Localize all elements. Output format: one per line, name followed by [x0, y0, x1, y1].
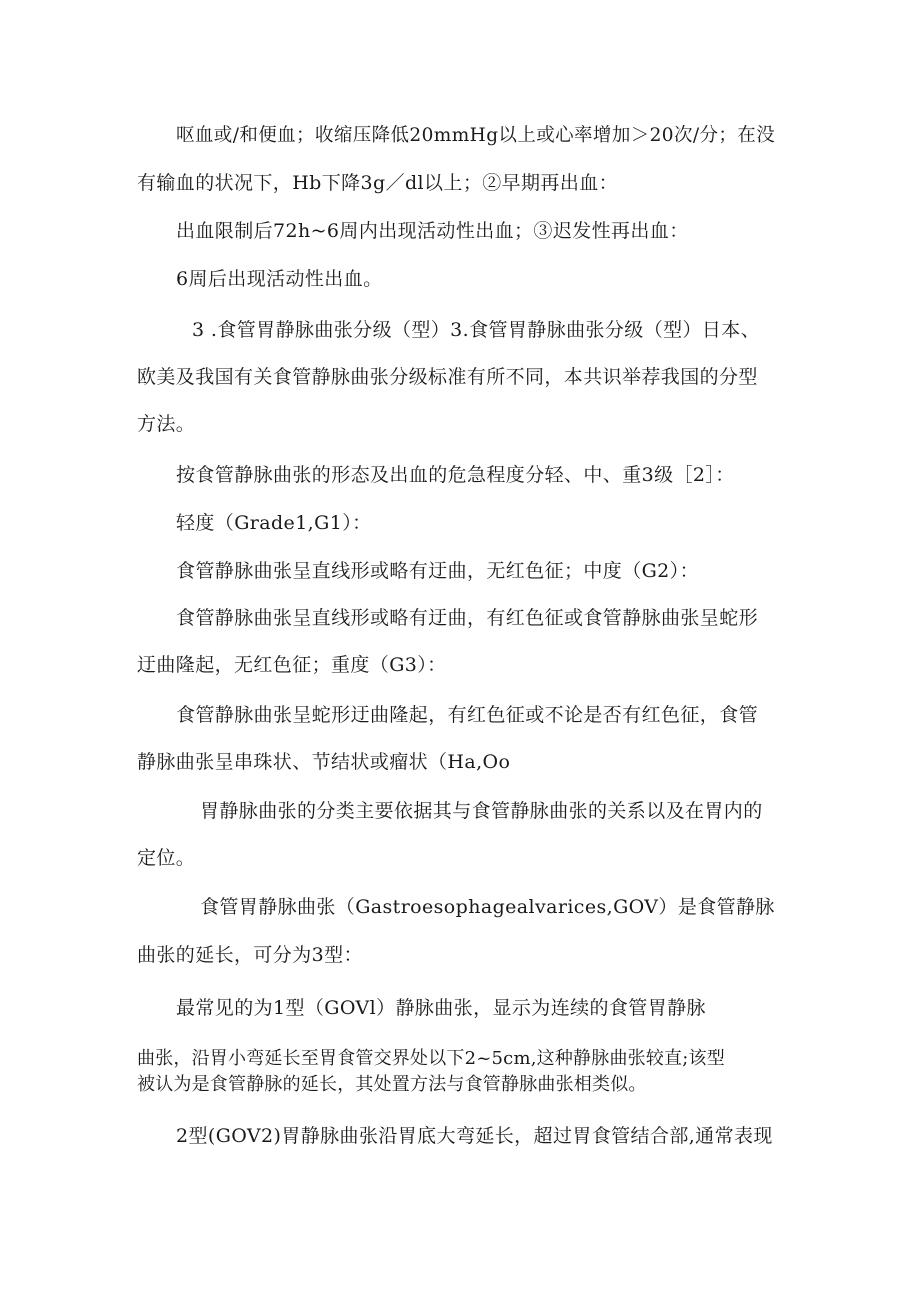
text-line: 迂曲隆起，无红色征；重度（G3）：	[137, 654, 447, 676]
text-line: 静脉曲张呈串珠状、节结状或瘤状（Ha,Oo	[137, 751, 511, 773]
text-line: 食管胃静脉曲张（Gastroesophagealvarices,GOV）是食管静脉	[200, 896, 775, 918]
text-line: 最常见的为1型（GOVl）静脉曲张，显示为连续的食管胃静脉	[176, 997, 706, 1019]
text-line: 3 .食管胃静脉曲张分级（型）3.食管胃静脉曲张分级（型）日本、	[192, 319, 761, 341]
text-line: 呕血或/和便血；收缩压降低20mmHg以上或心率增加＞20次/分；在没	[176, 125, 776, 146]
text-line: 食管静脉曲张呈直线形或略有迂曲，无红色征；中度（G2）：	[176, 560, 699, 582]
text-line: 2型(GOV2)胃静脉曲张沿胃底大弯延长，超过胃食管结合部,通常表现	[176, 1125, 773, 1147]
text-line: 有输血的状况下，Hb下降3g／dl以上；②早期再出血：	[137, 172, 619, 194]
text-line: 食管静脉曲张呈直线形或略有迂曲，有红色征或食管静脉曲张呈蛇形	[176, 607, 759, 629]
text-line: 被认为是食管静脉的延长，其处置方法与食管静脉曲张相类似。	[137, 1074, 647, 1095]
text-line: 轻度（Grade1,G1）：	[176, 512, 372, 534]
text-line: 定位。	[137, 847, 196, 869]
text-line: 方法。	[137, 413, 196, 435]
text-line: 食管静脉曲张呈蛇形迂曲隆起，有红色征或不论是否有红色征，食管	[176, 704, 759, 726]
text-line: 按食管静脉曲张的形态及出血的危急程度分轻、中、重3级［2］：	[176, 464, 735, 486]
text-line: 欧美及我国有关食管静脉曲张分级标准有所不同，本共识举荐我国的分型	[137, 366, 758, 388]
text-line: 胃静脉曲张的分类主要依据其与食管静脉曲张的关系以及在胃内的	[200, 800, 763, 822]
text-line: 曲张的延长，可分为3型：	[137, 944, 363, 966]
text-line: 曲张，沿胃小弯延长至胃食管交界处以下2~5cm,这种静脉曲张较直;该型	[137, 1048, 725, 1069]
text-line: 出血限制后72h~6周内出现活动性出血；③迟发性再出血：	[176, 220, 689, 242]
text-line: 6周后出现活动性出血。	[176, 268, 383, 290]
